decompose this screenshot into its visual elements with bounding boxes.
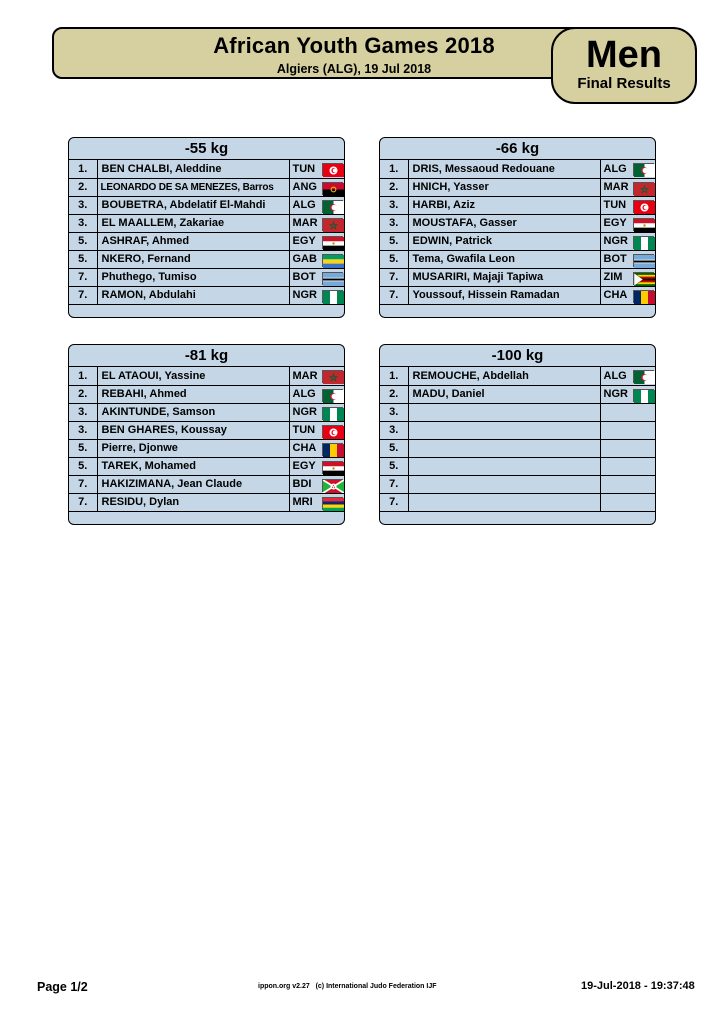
nation-code: NGR: [292, 406, 317, 419]
athlete-name-cell: Phuthego, Tumiso: [97, 268, 289, 286]
result-row: [69, 457, 344, 475]
nation-code: TUN: [292, 162, 316, 175]
nation-cell: [600, 178, 655, 196]
result-row: [380, 421, 655, 439]
result-row: [69, 178, 344, 196]
weight-category-table: [68, 137, 345, 318]
rank-cell: 3.: [69, 196, 97, 214]
results-table: [69, 367, 344, 512]
rank-cell: 2.: [69, 178, 97, 196]
result-row: [380, 160, 655, 178]
result-row: [380, 250, 655, 268]
athlete-name-cell: EDWIN, Patrick: [408, 232, 600, 250]
rank-cell: 3.: [380, 403, 408, 421]
nation-code: ZIM: [603, 271, 623, 284]
nation-cell: [289, 493, 344, 511]
nation-cell: [600, 214, 655, 232]
result-row: [69, 250, 344, 268]
rank-cell: 5.: [380, 439, 408, 457]
athlete-name-cell: Youssouf, Hissein Ramadan: [408, 286, 600, 304]
athlete-name-cell: BOUBETRA, Abdelatif El-Mahdi: [97, 196, 289, 214]
rank-cell: 7.: [69, 475, 97, 493]
rank-cell: 3.: [69, 214, 97, 232]
nation-code: ALG: [603, 162, 627, 175]
rank-cell: 7.: [69, 268, 97, 286]
flag-alg-icon: [633, 370, 654, 383]
category-badge: [551, 27, 697, 104]
athlete-name-cell: RESIDU, Dylan: [97, 493, 289, 511]
result-row: [69, 439, 344, 457]
nation-cell: [600, 232, 655, 250]
flag-alg-icon: [322, 389, 343, 402]
nation-cell: [600, 403, 655, 421]
rank-cell: 3.: [380, 196, 408, 214]
athlete-name-cell: Tema, Gwafila Leon: [408, 250, 600, 268]
result-row: [380, 178, 655, 196]
athlete-name-cell: MADU, Daniel: [408, 385, 600, 403]
rank-cell: 5.: [380, 457, 408, 475]
weight-category-title: -55 kg: [69, 138, 344, 160]
table-footer: [380, 305, 655, 317]
results-table: [69, 160, 344, 305]
athlete-name-cell: EL ATAOUI, Yassine: [97, 367, 289, 385]
rank-cell: 5.: [69, 232, 97, 250]
flag-alg-icon: [633, 163, 654, 176]
results-table: [380, 367, 655, 512]
result-row: [69, 268, 344, 286]
weight-category-title: -100 kg: [380, 345, 655, 367]
athlete-name-cell: LEONARDO DE SA MENEZES, Barros: [97, 178, 289, 196]
athlete-name-cell: [408, 457, 600, 475]
nation-cell: [600, 160, 655, 178]
flag-egy-icon: [322, 236, 343, 249]
flag-ang-icon: [322, 182, 343, 195]
weight-category-table: [68, 344, 345, 525]
nation-cell: [289, 286, 344, 304]
nation-code: CHA: [292, 442, 317, 455]
result-row: [69, 475, 344, 493]
event-subtitle: Algiers (ALG), 19 Jul 2018: [276, 62, 432, 76]
nation-cell: [600, 286, 655, 304]
rank-cell: 7.: [380, 268, 408, 286]
athlete-name-cell: TAREK, Mohamed: [97, 457, 289, 475]
rank-cell: 3.: [69, 421, 97, 439]
rank-cell: 5.: [69, 457, 97, 475]
result-row: [69, 403, 344, 421]
nation-code: ALG: [292, 388, 316, 401]
rank-cell: 7.: [380, 493, 408, 511]
rank-cell: 1.: [380, 367, 408, 385]
nation-cell: [289, 160, 344, 178]
athlete-name-cell: MUSARIRI, Majaji Tapiwa: [408, 268, 600, 286]
nation-cell: [289, 439, 344, 457]
athlete-name-cell: HNICH, Yasser: [408, 178, 600, 196]
flag-mar-icon: [322, 218, 343, 231]
nation-code: NGR: [292, 289, 317, 302]
nation-cell: [600, 367, 655, 385]
rank-cell: 3.: [380, 421, 408, 439]
nation-cell: [289, 268, 344, 286]
result-row: [380, 493, 655, 511]
nation-code: MAR: [292, 217, 318, 230]
rank-cell: 2.: [380, 178, 408, 196]
results-table: [380, 160, 655, 305]
result-row: [380, 286, 655, 304]
rank-cell: 7.: [380, 475, 408, 493]
flag-zim-icon: [633, 272, 654, 285]
weight-category-title: -66 kg: [380, 138, 655, 160]
nation-cell: [600, 439, 655, 457]
rank-cell: 3.: [69, 403, 97, 421]
nation-code: EGY: [292, 460, 316, 473]
rank-cell: 1.: [69, 160, 97, 178]
nation-code: NGR: [603, 235, 628, 248]
athlete-name-cell: AKINTUNDE, Samson: [97, 403, 289, 421]
result-row: [380, 268, 655, 286]
nation-code: NGR: [603, 388, 628, 401]
result-row: [69, 196, 344, 214]
flag-cha-icon: [322, 443, 343, 456]
table-footer: [380, 512, 655, 524]
result-row: [69, 232, 344, 250]
weight-category-table: [379, 344, 656, 525]
result-row: [69, 493, 344, 511]
nation-code: BOT: [292, 271, 316, 284]
athlete-name-cell: REBAHI, Ahmed: [97, 385, 289, 403]
result-row: [69, 421, 344, 439]
rank-cell: 5.: [380, 232, 408, 250]
flag-ngr-icon: [322, 407, 343, 420]
nation-cell: [600, 475, 655, 493]
rank-cell: 5.: [380, 250, 408, 268]
flag-cha-icon: [633, 290, 654, 303]
footer-timestamp: 19-Jul-2018 - 19:37:48: [581, 980, 695, 992]
result-row: [380, 385, 655, 403]
athlete-name-cell: NKERO, Fernand: [97, 250, 289, 268]
athlete-name-cell: HAKIZIMANA, Jean Claude: [97, 475, 289, 493]
nation-code: CHA: [603, 289, 628, 302]
nation-cell: [600, 268, 655, 286]
rank-cell: 1.: [69, 367, 97, 385]
result-row: [69, 160, 344, 178]
nation-cell: [600, 196, 655, 214]
result-row: [380, 475, 655, 493]
flag-tun-icon: [322, 425, 343, 438]
rank-cell: 7.: [69, 286, 97, 304]
flag-bot-icon: [322, 272, 343, 285]
nation-cell: [289, 457, 344, 475]
result-row: [69, 214, 344, 232]
badge-gender: Men: [586, 34, 662, 76]
nation-cell: [289, 385, 344, 403]
result-row: [69, 286, 344, 304]
flag-mar-icon: [633, 182, 654, 195]
nation-cell: [600, 457, 655, 475]
flag-mri-icon: [322, 497, 343, 510]
athlete-name-cell: [408, 439, 600, 457]
weight-category-table: [379, 137, 656, 318]
nation-cell: [289, 250, 344, 268]
athlete-name-cell: [408, 403, 600, 421]
nation-cell: [289, 421, 344, 439]
nation-cell: [600, 493, 655, 511]
nation-cell: [289, 196, 344, 214]
flag-gab-icon: [322, 254, 343, 267]
nation-cell: [289, 403, 344, 421]
nation-code: EGY: [292, 235, 316, 248]
nation-code: ALG: [292, 199, 316, 212]
event-title: African Youth Games 2018: [213, 33, 495, 58]
athlete-name-cell: [408, 475, 600, 493]
page-number: Page 1/2: [37, 980, 88, 994]
athlete-name-cell: EL MAALLEM, Zakariae: [97, 214, 289, 232]
weight-category-title: -81 kg: [69, 345, 344, 367]
nation-cell: [289, 214, 344, 232]
flag-egy-icon: [633, 218, 654, 231]
result-row: [380, 196, 655, 214]
athlete-name-cell: HARBI, Aziz: [408, 196, 600, 214]
athlete-name-cell: DRIS, Messaoud Redouane: [408, 160, 600, 178]
result-row: [380, 457, 655, 475]
nation-cell: [600, 385, 655, 403]
nation-code: GAB: [292, 253, 317, 266]
athlete-name-cell: REMOUCHE, Abdellah: [408, 367, 600, 385]
flag-mar-icon: [322, 370, 343, 383]
nation-code: MRI: [292, 496, 313, 509]
result-row: [380, 232, 655, 250]
nation-cell: [289, 367, 344, 385]
flag-alg-icon: [322, 200, 343, 213]
rank-cell: 5.: [69, 439, 97, 457]
athlete-name-cell: Pierre, Djonwe: [97, 439, 289, 457]
footer-credit: ippon.org v2.27 (c) International Judo Federation IJF: [258, 983, 437, 990]
flag-tun-icon: [322, 163, 343, 176]
athlete-name-cell: BEN GHARES, Koussay: [97, 421, 289, 439]
flag-egy-icon: [322, 461, 343, 474]
nation-code: MAR: [292, 369, 318, 382]
nation-code: BOT: [603, 253, 627, 266]
rank-cell: 3.: [380, 214, 408, 232]
result-row: [380, 439, 655, 457]
nation-code: ANG: [292, 181, 317, 194]
nation-code: TUN: [292, 424, 316, 437]
badge-label: Final Results: [577, 75, 671, 92]
rank-cell: 7.: [380, 286, 408, 304]
result-row: [69, 367, 344, 385]
nation-code: MAR: [603, 181, 629, 194]
flag-ngr-icon: [633, 389, 654, 402]
nation-cell: [289, 475, 344, 493]
nation-cell: [600, 421, 655, 439]
result-row: [69, 385, 344, 403]
rank-cell: 2.: [380, 385, 408, 403]
nation-code: ALG: [603, 369, 627, 382]
athlete-name-cell: [408, 421, 600, 439]
rank-cell: 5.: [69, 250, 97, 268]
rank-cell: 1.: [380, 160, 408, 178]
result-row: [380, 214, 655, 232]
flag-ngr-icon: [322, 290, 343, 303]
nation-cell: [600, 250, 655, 268]
rank-cell: 2.: [69, 385, 97, 403]
result-row: [380, 367, 655, 385]
athlete-name-cell: [408, 493, 600, 511]
athlete-name-cell: ASHRAF, Ahmed: [97, 232, 289, 250]
nation-cell: [289, 232, 344, 250]
nation-cell: [289, 178, 344, 196]
flag-bdi-icon: [322, 479, 343, 492]
athlete-name-cell: RAMON, Abdulahi: [97, 286, 289, 304]
rank-cell: 7.: [69, 493, 97, 511]
athlete-name-cell: MOUSTAFA, Gasser: [408, 214, 600, 232]
nation-code: EGY: [603, 217, 627, 230]
flag-ngr-icon: [633, 236, 654, 249]
table-footer: [69, 512, 344, 524]
athlete-name-cell: BEN CHALBI, Aleddine: [97, 160, 289, 178]
flag-bot-icon: [633, 254, 654, 267]
nation-code: TUN: [603, 199, 627, 212]
result-row: [380, 403, 655, 421]
table-footer: [69, 305, 344, 317]
flag-tun-icon: [633, 200, 654, 213]
nation-code: BDI: [292, 478, 312, 491]
